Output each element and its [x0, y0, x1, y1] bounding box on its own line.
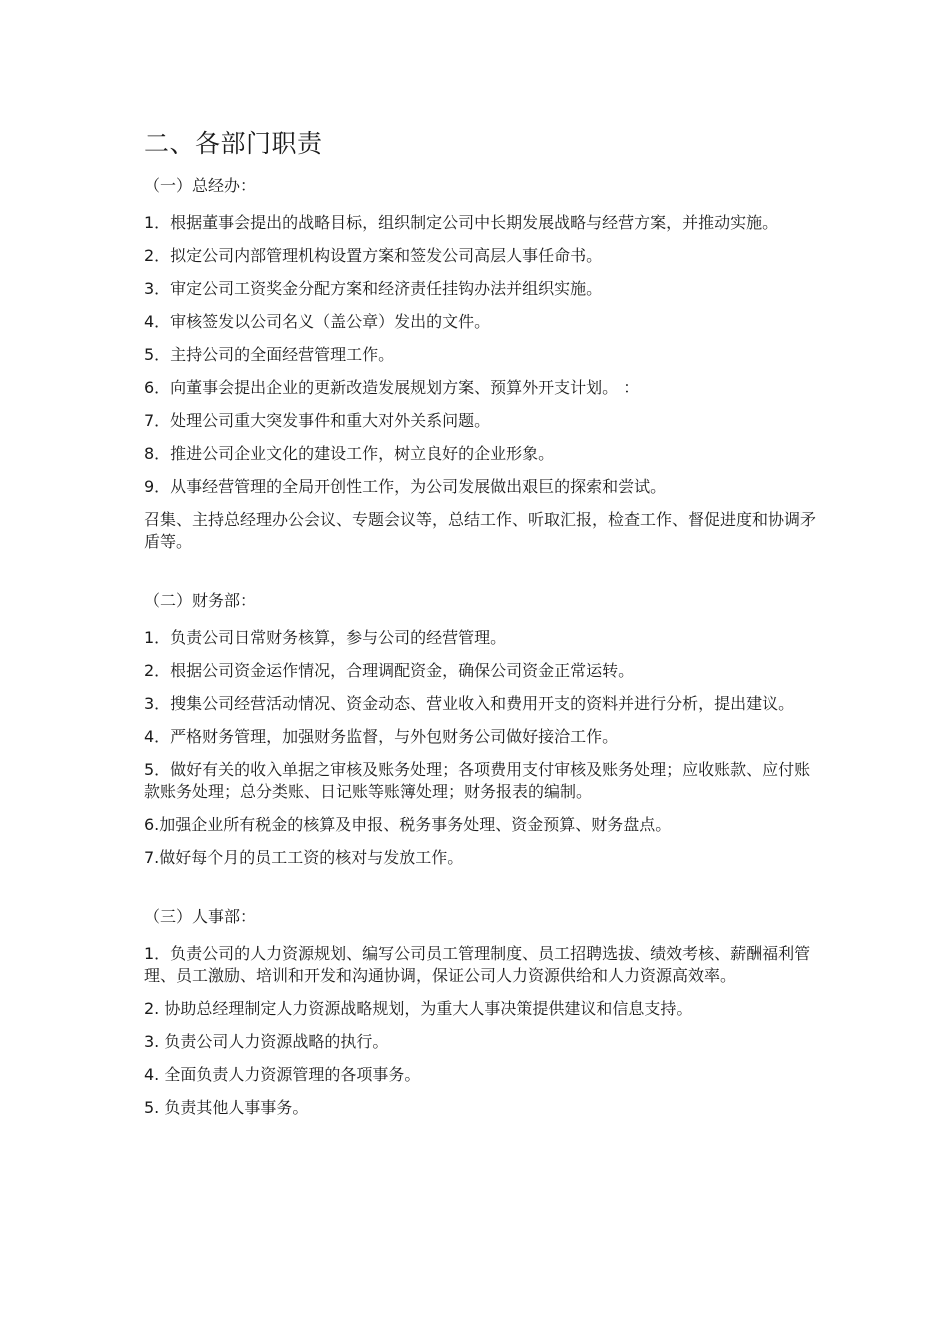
list-item: 3. 负责公司人力资源战略的执行。 [144, 1032, 389, 1051]
list-item: 7．处理公司重大突发事件和重大对外关系问题。 [144, 411, 491, 430]
list-item: 4．严格财务管理，加强财务监督，与外包财务公司做好接洽工作。 [144, 727, 619, 746]
list-item: 1．根据董事会提出的战略目标，组织制定公司中长期发展战略与经营方案，并推动实施。 [144, 213, 779, 232]
page-title: 二、各部门职责 [144, 129, 323, 158]
list-item: 1．负责公司日常财务核算，参与公司的经营管理。 [144, 628, 507, 647]
list-item: 7.做好每个月的员工工资的核对与发放工作。 [144, 848, 464, 867]
list-item: 5．做好有关的收入单据之审核及账务处理；各项费用支付审核及账务处理；应收账款、应付账款账务处理；总分类账、日记账等账簿处理；财务报表的编制。 [144, 760, 811, 801]
list-item: 6．向董事会提出企业的更新改造发展规划方案、预算外开支计划。 ： [144, 378, 640, 397]
section-finance [144, 589, 824, 869]
list-item: 2．根据公司资金运作情况，合理调配资金，确保公司资金正常运转。 [144, 661, 635, 680]
list-item: 5. 负责其他人事事务。 [144, 1098, 309, 1117]
list-item: 6.加强企业所有税金的核算及申报、税务事务处理、资金预算、财务盘点。 [144, 815, 672, 834]
list-item: 2．拟定公司内部管理机构设置方案和签发公司高层人事任命书。 [144, 246, 603, 265]
list-item: 2. 协助总经理制定人力资源战略规划，为重大人事决策提供建议和信息支持。 [144, 999, 693, 1018]
list-item: 9．从事经营管理的全局开创性工作，为公司发展做出艰巨的探索和尝试。 [144, 477, 667, 496]
list-item: 召集、主持总经理办公会议、专题会议等，总结工作、听取汇报，检查工作、督促进度和协调矛盾等。 [144, 510, 817, 551]
list-item: 4. 全面负责人力资源管理的各项事务。 [144, 1065, 421, 1084]
section-heading: （三）人事部： [144, 907, 257, 926]
list-item: 5．主持公司的全面经营管理工作。 [144, 345, 395, 364]
list-item: 1．负责公司的人力资源规划、编写公司员工管理制度、员工招聘选拔、绩效考核、薪酬福利管理、员工激励、培训和开发和沟通协调，保证公司人力资源供给和人力资源高效率。 [144, 944, 811, 985]
section-hr [144, 905, 824, 1119]
document-page [144, 124, 824, 1130]
list-item: 4．审核签发以公司名义（盖公章）发出的文件。 [144, 312, 491, 331]
section-heading: （一）总经办： [144, 176, 257, 195]
section-general-office [144, 174, 824, 553]
list-item: 3．搜集公司经营活动情况、资金动态、营业收入和费用开支的资料并进行分析，提出建议。 [144, 694, 795, 713]
list-item: 3．审定公司工资奖金分配方案和经济责任挂钩办法并组织实施。 [144, 279, 603, 298]
section-heading: （二）财务部： [144, 591, 257, 610]
list-item: 8．推进公司企业文化的建设工作，树立良好的企业形象。 [144, 444, 555, 463]
